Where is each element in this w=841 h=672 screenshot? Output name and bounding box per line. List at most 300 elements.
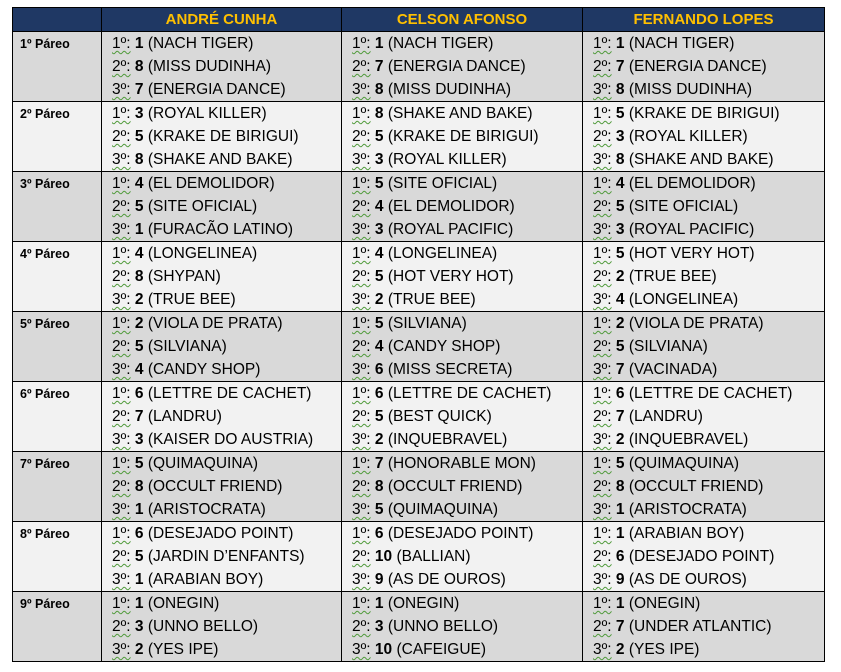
horse-name: (SHAKE AND BAKE) xyxy=(383,105,533,122)
horse-number: 5 xyxy=(374,501,384,518)
horse-number: 4 xyxy=(134,175,144,192)
pick-position: 1º: xyxy=(593,455,612,472)
pick-position: 3º: xyxy=(593,151,612,168)
pick-position: 2º: xyxy=(593,548,612,565)
pick-line xyxy=(102,568,341,591)
pick-line xyxy=(342,102,582,125)
tipster-picks-cell xyxy=(583,312,825,382)
pick-line xyxy=(583,78,824,101)
horse-number: 3 xyxy=(134,618,144,635)
pick-position: 1º: xyxy=(112,455,131,472)
horse-number: 8 xyxy=(374,81,384,98)
tipster-picks-cell xyxy=(342,382,583,452)
pick-position: 3º: xyxy=(593,291,612,308)
horse-number: 5 xyxy=(134,548,144,565)
horse-number: 3 xyxy=(134,431,144,448)
horse-name: (HOT VERY HOT) xyxy=(383,268,514,285)
horse-number: 5 xyxy=(374,175,384,192)
horse-name: (JARDIN D’ENFANTS) xyxy=(143,548,305,565)
horse-number: 9 xyxy=(374,571,384,588)
horse-name: (FURACÃO LATINO) xyxy=(143,221,294,238)
tipster-picks-cell xyxy=(102,382,342,452)
pick-line xyxy=(342,568,582,591)
pick-line xyxy=(342,125,582,148)
horse-number: 8 xyxy=(615,151,625,168)
pick-line xyxy=(583,428,824,451)
horse-name: (NACH TIGER) xyxy=(383,35,494,52)
race-row xyxy=(13,312,825,382)
pick-position: 3º: xyxy=(352,431,371,448)
race-row xyxy=(13,452,825,522)
horse-number: 3 xyxy=(374,221,384,238)
pick-position: 1º: xyxy=(112,175,131,192)
horse-name: (LONGELINEA) xyxy=(143,245,258,262)
pick-line xyxy=(342,428,582,451)
pick-line xyxy=(342,592,582,615)
horse-number: 1 xyxy=(134,571,144,588)
horse-name: (MISS SECRETA) xyxy=(383,361,513,378)
horse-number: 1 xyxy=(134,501,144,518)
pick-position: 2º: xyxy=(352,58,371,75)
horse-number: 5 xyxy=(615,455,625,472)
horse-name: (TRUE BEE) xyxy=(143,291,236,308)
races-body xyxy=(13,32,825,662)
pick-position: 1º: xyxy=(352,595,371,612)
horse-name: (AS DE OUROS) xyxy=(383,571,506,588)
pick-position: 2º: xyxy=(593,268,612,285)
pick-position: 3º: xyxy=(112,221,131,238)
horse-name: (ENERGIA DANCE) xyxy=(143,81,286,98)
horse-number: 5 xyxy=(134,198,144,215)
horse-name: (LANDRU) xyxy=(624,408,703,425)
horse-name: (UNNO BELLO) xyxy=(143,618,259,635)
race-label: 3º Páreo xyxy=(13,172,102,242)
horse-number: 4 xyxy=(134,245,144,262)
pick-line xyxy=(342,335,582,358)
tipster-picks-cell xyxy=(583,242,825,312)
horse-number: 8 xyxy=(134,151,144,168)
pick-line xyxy=(583,335,824,358)
horse-name: (YES IPE) xyxy=(143,641,219,658)
pick-position: 2º: xyxy=(112,408,131,425)
header-blank-cell xyxy=(13,8,102,32)
pick-line xyxy=(583,545,824,568)
pick-position: 3º: xyxy=(112,81,131,98)
horse-name: (OCCULT FRIEND) xyxy=(383,478,523,495)
pick-line xyxy=(102,358,341,381)
pick-position: 1º: xyxy=(352,385,371,402)
race-label: 7º Páreo xyxy=(13,452,102,522)
pick-line xyxy=(583,358,824,381)
pick-line xyxy=(102,428,341,451)
horse-name: (ENERGIA DANCE) xyxy=(383,58,526,75)
pick-position: 2º: xyxy=(112,618,131,635)
pick-line xyxy=(583,102,824,125)
horse-name: (YES IPE) xyxy=(624,641,700,658)
horse-name: (ENERGIA DANCE) xyxy=(624,58,767,75)
horse-number: 2 xyxy=(134,641,144,658)
horse-number: 6 xyxy=(374,361,384,378)
horse-number: 4 xyxy=(615,175,625,192)
pick-line xyxy=(342,242,582,265)
horse-number: 3 xyxy=(374,618,384,635)
pick-position: 3º: xyxy=(593,431,612,448)
pick-position: 3º: xyxy=(112,361,131,378)
horse-number: 8 xyxy=(615,81,625,98)
pick-position: 1º: xyxy=(593,315,612,332)
tipster-picks-cell xyxy=(102,452,342,522)
race-label: 6º Páreo xyxy=(13,382,102,452)
pick-position: 2º: xyxy=(352,408,371,425)
pick-line xyxy=(583,498,824,521)
race-label: 5º Páreo xyxy=(13,312,102,382)
horse-name: (EL DEMOLIDOR) xyxy=(624,175,756,192)
pick-position: 3º: xyxy=(593,571,612,588)
header-row xyxy=(13,8,825,32)
pick-line xyxy=(342,148,582,171)
tips-table xyxy=(12,7,825,662)
pick-line xyxy=(342,638,582,661)
horse-name: (NACH TIGER) xyxy=(143,35,254,52)
horse-name: (SHAKE AND BAKE) xyxy=(143,151,293,168)
pick-line xyxy=(583,148,824,171)
pick-line xyxy=(102,405,341,428)
pick-position: 1º: xyxy=(112,105,131,122)
pick-line xyxy=(583,265,824,288)
pick-line xyxy=(583,452,824,475)
tipster-picks-cell xyxy=(102,312,342,382)
horse-number: 2 xyxy=(374,291,384,308)
horse-number: 2 xyxy=(615,641,625,658)
pick-line xyxy=(342,498,582,521)
pick-line xyxy=(583,125,824,148)
horse-name: (DESEJADO POINT) xyxy=(383,525,534,542)
pick-position: 2º: xyxy=(352,338,371,355)
pick-line xyxy=(102,78,341,101)
horse-number: 1 xyxy=(134,35,144,52)
pick-line xyxy=(342,615,582,638)
horse-number: 5 xyxy=(615,198,625,215)
horse-name: (VACINADA) xyxy=(624,361,718,378)
horse-number: 6 xyxy=(615,385,625,402)
pick-line xyxy=(583,218,824,241)
pick-line xyxy=(583,405,824,428)
horse-number: 9 xyxy=(615,571,625,588)
horse-number: 4 xyxy=(374,245,384,262)
pick-position: 3º: xyxy=(352,571,371,588)
horse-number: 8 xyxy=(134,268,144,285)
horse-number: 1 xyxy=(615,501,625,518)
horse-number: 1 xyxy=(615,35,625,52)
pick-position: 3º: xyxy=(112,501,131,518)
horse-name: (KRAKE DE BIRIGUI) xyxy=(383,128,539,145)
pick-position: 3º: xyxy=(593,221,612,238)
horse-name: (NACH TIGER) xyxy=(624,35,735,52)
horse-name: (ARISTOCRATA) xyxy=(624,501,747,518)
race-label: 9º Páreo xyxy=(13,592,102,662)
pick-line xyxy=(583,615,824,638)
pick-line xyxy=(102,148,341,171)
horse-name: (LETTRE DE CACHET) xyxy=(383,385,552,402)
horse-name: (ONEGIN) xyxy=(383,595,460,612)
tipster-picks-cell xyxy=(342,522,583,592)
pick-line xyxy=(102,195,341,218)
horse-name: (INQUEBRAVEL) xyxy=(624,431,749,448)
tipster-picks-cell xyxy=(342,32,583,102)
race-label: 2º Páreo xyxy=(13,102,102,172)
horse-number: 1 xyxy=(134,221,144,238)
pick-position: 3º: xyxy=(112,571,131,588)
pick-position: 2º: xyxy=(112,198,131,215)
pick-line xyxy=(102,335,341,358)
horse-name: (SITE OFICIAL) xyxy=(383,175,498,192)
horse-name: (TRUE BEE) xyxy=(624,268,717,285)
horse-name: (MISS DUDINHA) xyxy=(624,81,752,98)
pick-line xyxy=(583,522,824,545)
horse-name: (QUIMAQUINA) xyxy=(143,455,259,472)
horse-name: (LONGELINEA) xyxy=(383,245,498,262)
horse-name: (ONEGIN) xyxy=(624,595,701,612)
pick-position: 3º: xyxy=(593,641,612,658)
pick-line xyxy=(342,312,582,335)
pick-line xyxy=(342,452,582,475)
pick-position: 3º: xyxy=(593,361,612,378)
horse-name: (SITE OFICIAL) xyxy=(624,198,739,215)
horse-name: (KRAKE DE BIRIGUI) xyxy=(143,128,299,145)
horse-number: 1 xyxy=(374,595,384,612)
pick-position: 1º: xyxy=(593,595,612,612)
horse-number: 7 xyxy=(134,81,144,98)
pick-line xyxy=(583,55,824,78)
horse-number: 7 xyxy=(374,58,384,75)
horse-number: 4 xyxy=(134,361,144,378)
pick-line xyxy=(102,265,341,288)
pick-line xyxy=(583,568,824,591)
pick-line xyxy=(583,475,824,498)
horse-number: 10 xyxy=(374,641,393,658)
pick-position: 3º: xyxy=(593,81,612,98)
pick-position: 2º: xyxy=(593,618,612,635)
race-label: 4º Páreo xyxy=(13,242,102,312)
pick-position: 1º: xyxy=(352,245,371,262)
pick-position: 1º: xyxy=(352,525,371,542)
pick-position: 3º: xyxy=(352,81,371,98)
pick-line xyxy=(342,32,582,55)
pick-position: 2º: xyxy=(593,338,612,355)
horse-name: (HONORABLE MON) xyxy=(383,455,536,472)
pick-position: 2º: xyxy=(112,548,131,565)
pick-position: 2º: xyxy=(352,128,371,145)
horse-number: 7 xyxy=(615,361,625,378)
horse-name: (DESEJADO POINT) xyxy=(624,548,775,565)
horse-number: 6 xyxy=(374,525,384,542)
pick-line xyxy=(342,545,582,568)
tipster-picks-cell xyxy=(583,102,825,172)
horse-number: 5 xyxy=(134,455,144,472)
pick-position: 1º: xyxy=(352,35,371,52)
pick-line xyxy=(342,358,582,381)
pick-position: 3º: xyxy=(112,151,131,168)
horse-number: 8 xyxy=(134,478,144,495)
horse-number: 4 xyxy=(374,198,384,215)
horse-name: (ROYAL KILLER) xyxy=(624,128,748,145)
pick-position: 1º: xyxy=(112,525,131,542)
tipster-picks-cell xyxy=(102,592,342,662)
horse-name: (MISS DUDINHA) xyxy=(143,58,271,75)
race-row xyxy=(13,592,825,662)
pick-position: 1º: xyxy=(112,385,131,402)
pick-line xyxy=(102,452,341,475)
pick-position: 2º: xyxy=(593,128,612,145)
pick-line xyxy=(583,242,824,265)
pick-line xyxy=(102,218,341,241)
race-label: 8º Páreo xyxy=(13,522,102,592)
horse-number: 2 xyxy=(134,315,144,332)
pick-line xyxy=(583,592,824,615)
horse-name: (LETTRE DE CACHET) xyxy=(143,385,312,402)
horse-name: (ROYAL PACIFIC) xyxy=(383,221,514,238)
horse-name: (ROYAL KILLER) xyxy=(143,105,267,122)
tipster-picks-cell xyxy=(583,592,825,662)
pick-position: 2º: xyxy=(593,478,612,495)
horse-name: (UNDER ATLANTIC) xyxy=(624,618,772,635)
horse-number: 2 xyxy=(615,431,625,448)
pick-line xyxy=(583,288,824,311)
horse-number: 5 xyxy=(374,315,384,332)
pick-line xyxy=(583,195,824,218)
pick-position: 1º: xyxy=(112,245,131,262)
pick-position: 1º: xyxy=(112,35,131,52)
tipster-picks-cell xyxy=(102,242,342,312)
header-celson-afonso: CELSON AFONSO xyxy=(342,8,583,32)
horse-number: 2 xyxy=(374,431,384,448)
pick-line xyxy=(102,545,341,568)
horse-name: (MISS DUDINHA) xyxy=(383,81,511,98)
pick-line xyxy=(342,218,582,241)
pick-position: 3º: xyxy=(112,641,131,658)
tipster-picks-cell xyxy=(102,102,342,172)
pick-line xyxy=(342,288,582,311)
horse-number: 6 xyxy=(134,385,144,402)
pick-position: 3º: xyxy=(352,501,371,518)
horse-name: (TRUE BEE) xyxy=(383,291,476,308)
pick-line xyxy=(102,32,341,55)
pick-position: 3º: xyxy=(112,291,131,308)
horse-number: 8 xyxy=(374,105,384,122)
pick-position: 1º: xyxy=(112,595,131,612)
pick-line xyxy=(102,102,341,125)
tipster-picks-cell xyxy=(102,522,342,592)
horse-name: (ARABIAN BOY) xyxy=(143,571,264,588)
horse-number: 6 xyxy=(374,385,384,402)
horse-name: (OCCULT FRIEND) xyxy=(624,478,764,495)
horse-name: (SILVIANA) xyxy=(383,315,467,332)
pick-position: 2º: xyxy=(593,58,612,75)
horse-number: 3 xyxy=(374,151,384,168)
pick-line xyxy=(342,195,582,218)
horse-number: 1 xyxy=(615,525,625,542)
pick-position: 3º: xyxy=(352,291,371,308)
pick-position: 1º: xyxy=(593,105,612,122)
pick-position: 2º: xyxy=(112,338,131,355)
pick-position: 2º: xyxy=(112,128,131,145)
pick-position: 3º: xyxy=(352,361,371,378)
pick-position: 2º: xyxy=(352,618,371,635)
horse-name: (VIOLA DE PRATA) xyxy=(624,315,764,332)
horse-number: 5 xyxy=(615,245,625,262)
tipster-picks-cell xyxy=(342,102,583,172)
horse-number: 8 xyxy=(134,58,144,75)
pick-line xyxy=(102,55,341,78)
horse-number: 5 xyxy=(615,338,625,355)
race-row xyxy=(13,172,825,242)
pick-line xyxy=(342,55,582,78)
horse-number: 1 xyxy=(134,595,144,612)
horse-name: (AS DE OUROS) xyxy=(624,571,747,588)
pick-line xyxy=(342,382,582,405)
pick-position: 2º: xyxy=(352,548,371,565)
tipster-picks-cell xyxy=(583,522,825,592)
tipster-picks-cell xyxy=(583,32,825,102)
horse-name: (EL DEMOLIDOR) xyxy=(383,198,515,215)
tipster-picks-cell xyxy=(583,172,825,242)
pick-position: 2º: xyxy=(112,58,131,75)
horse-name: (LANDRU) xyxy=(143,408,222,425)
horse-name: (SILVIANA) xyxy=(624,338,708,355)
pick-line xyxy=(102,312,341,335)
pick-position: 3º: xyxy=(352,151,371,168)
tipster-picks-cell xyxy=(342,172,583,242)
pick-line xyxy=(102,172,341,195)
race-row xyxy=(13,32,825,102)
tipster-picks-cell xyxy=(583,382,825,452)
pick-line xyxy=(583,32,824,55)
horse-number: 2 xyxy=(615,315,625,332)
horse-number: 2 xyxy=(615,268,625,285)
horse-name: (KAISER DO AUSTRIA) xyxy=(143,431,314,448)
pick-line xyxy=(102,242,341,265)
pick-position: 1º: xyxy=(352,105,371,122)
pick-line xyxy=(342,265,582,288)
pick-line xyxy=(583,312,824,335)
tipster-picks-cell xyxy=(342,312,583,382)
tipster-picks-cell xyxy=(102,172,342,242)
horse-number: 5 xyxy=(374,128,384,145)
horse-name: (SILVIANA) xyxy=(143,338,227,355)
horse-number: 5 xyxy=(374,408,384,425)
horse-number: 8 xyxy=(374,478,384,495)
horse-name: (VIOLA DE PRATA) xyxy=(143,315,283,332)
tipster-picks-cell xyxy=(342,592,583,662)
pick-position: 1º: xyxy=(352,175,371,192)
horse-name: (CAFEIGUE) xyxy=(392,641,487,658)
pick-position: 2º: xyxy=(593,408,612,425)
horse-number: 7 xyxy=(615,58,625,75)
pick-position: 1º: xyxy=(352,315,371,332)
horse-name: (ROYAL PACIFIC) xyxy=(624,221,755,238)
horse-name: (DESEJADO POINT) xyxy=(143,525,294,542)
horse-number: 1 xyxy=(374,35,384,52)
horse-name: (LONGELINEA) xyxy=(624,291,739,308)
horse-number: 5 xyxy=(134,128,144,145)
race-row xyxy=(13,522,825,592)
horse-number: 3 xyxy=(615,128,625,145)
pick-position: 1º: xyxy=(352,455,371,472)
race-label: 1º Páreo xyxy=(13,32,102,102)
pick-line xyxy=(342,475,582,498)
horse-number: 10 xyxy=(374,548,393,565)
pick-position: 3º: xyxy=(352,221,371,238)
